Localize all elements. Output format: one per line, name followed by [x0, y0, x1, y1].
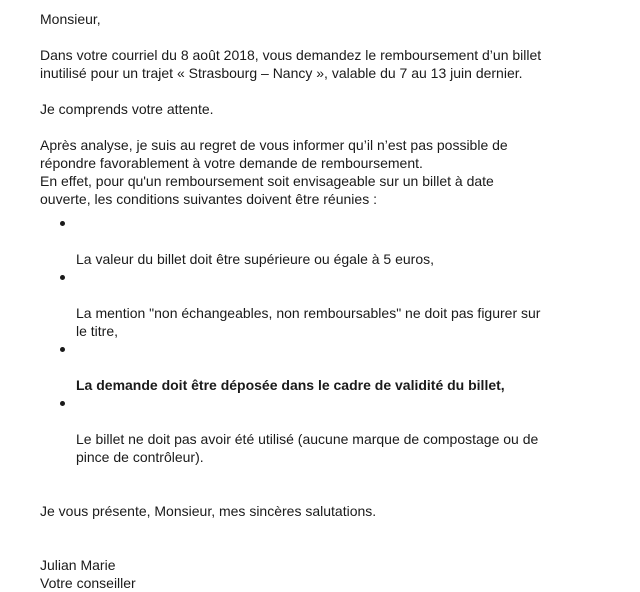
- bullet-icon: [60, 401, 65, 406]
- signature-block: [40, 556, 620, 592]
- condition-text: Le billet ne doit pas avoir été utilisé (aucune marque de compostage ou de pince de contrôleur).: [76, 431, 539, 465]
- condition-item: [40, 394, 558, 466]
- salutation: Monsieur,: [40, 11, 101, 27]
- bullet-icon: [60, 347, 65, 352]
- condition-text: La demande doit être déposée dans le cadre de validité du billet,: [76, 377, 505, 393]
- signature-name: Julian Marie: [40, 557, 116, 573]
- paragraph-request: Dans votre courriel du 8 août 2018, vous demandez le remboursement d’un billet inutilisé pour un trajet « Strasbourg – Nancy », valable du 7 au 13 juin dernier.: [40, 47, 542, 81]
- paragraph-conditions-intro: En effet, pour qu'un remboursement soit envisageable sur un billet à date ouverte, les conditions suivantes doivent être réunies :: [40, 173, 494, 207]
- conditions-list: [40, 214, 620, 466]
- condition-text: La valeur du billet doit être supérieure ou égale à 5 euros,: [76, 251, 435, 267]
- paragraph-refusal: Après analyse, je suis au regret de vous informer qu’il n’est pas possible de répondre favorablement à votre demande de remboursement.: [40, 137, 508, 171]
- bullet-icon: [60, 221, 65, 226]
- condition-text: La mention "non échangeables, non remboursables" ne doit pas figurer sur le titre,: [76, 305, 541, 339]
- signature-title: Votre conseiller: [40, 575, 136, 591]
- bullet-icon: [60, 275, 65, 280]
- condition-item: [40, 340, 558, 394]
- paragraph-understanding: Je comprends votre attente.: [40, 101, 214, 117]
- condition-item: [40, 268, 558, 340]
- closing-formula: Je vous présente, Monsieur, mes sincères salutations.: [40, 503, 377, 519]
- letter-body: [40, 10, 620, 592]
- condition-item: [40, 214, 558, 268]
